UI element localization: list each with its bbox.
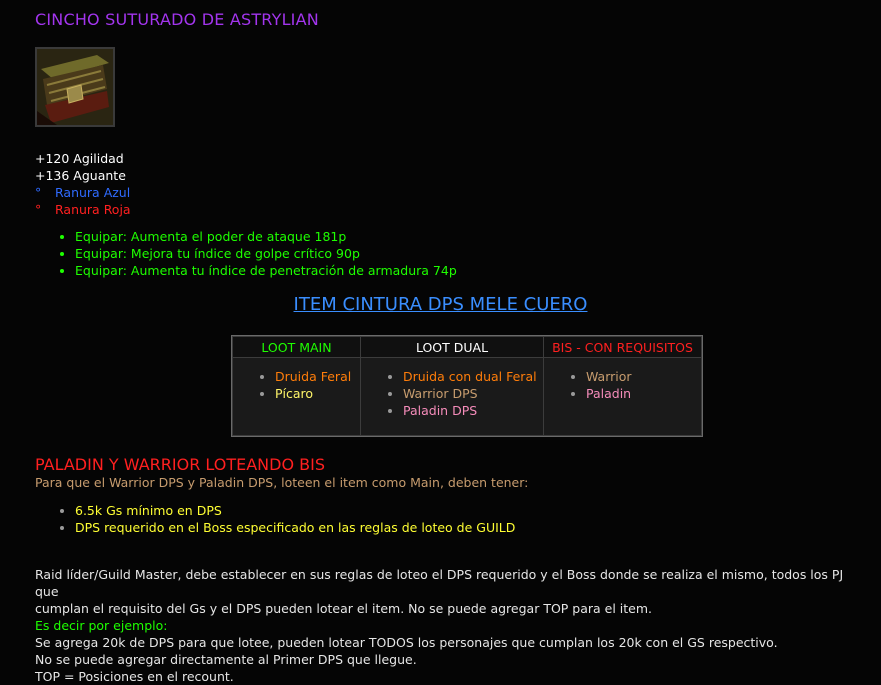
note-line: No se puede agregar directamente al Primer DPS que llegue. (35, 652, 417, 667)
loot-main-cell (233, 358, 360, 435)
header-loot-main: LOOT MAIN (233, 337, 360, 357)
list-item: • Warrior DPS (403, 385, 543, 402)
stat-stamina: +136 Aguante (35, 168, 126, 183)
equip-effect: • Equipar: Aumenta tu índice de penetración de armadura 74p (75, 262, 457, 279)
loot-table (231, 335, 703, 437)
socket-bullet-icon: ° (35, 185, 42, 200)
list-item: • Pícaro (275, 385, 360, 402)
requirements-list (57, 502, 515, 536)
requirement-item: • DPS requerido en el Boss especificado en las reglas de loteo de GUILD (75, 519, 515, 536)
loot-table-row (233, 358, 701, 435)
bis-heading: PALADIN Y WARRIOR LOTEANDO BIS (35, 455, 325, 474)
socket-red-label: Ranura Roja (55, 202, 131, 217)
item-title: CINCHO SUTURADO DE ASTRYLIAN (35, 10, 319, 29)
header-bis: BIS - CON REQUISITOS (544, 337, 701, 357)
equip-effect: • Equipar: Aumenta el poder de ataque 181p (75, 228, 457, 245)
item-stats (35, 150, 131, 218)
note-line: cumplan el requisito del Gs y el DPS pueden lotear el item. No se puede agregar TOP para el item. (35, 601, 653, 616)
bis-intro: Para que el Warrior DPS y Paladin DPS, loteen el item como Main, deben tener: (35, 475, 529, 490)
section-link[interactable]: ITEM CINTURA DPS MELE CUERO (293, 294, 588, 315)
list-item: • Paladin DPS (403, 402, 543, 419)
loot-table-header-row (233, 337, 701, 357)
bis-cell (544, 358, 701, 435)
note-line: Se agrega 20k de DPS para que lotee, pueden lotear TODOS los personajes que cumplan los 20k con el GS respectivo. (35, 635, 778, 650)
socket-blue (35, 184, 131, 201)
list-item: • Druida Feral (275, 368, 360, 385)
note-line: Raid líder/Guild Master, debe establecer en sus reglas de loteo el DPS requerido y el Boss donde se realiza el mismo, todos los PJ que (35, 567, 844, 599)
equip-effects-list (57, 228, 457, 279)
socket-red (35, 201, 131, 218)
socket-blue-label: Ranura Azul (55, 185, 131, 200)
header-loot-dual: LOOT DUAL (361, 337, 543, 357)
equip-effect: • Equipar: Mejora tu índice de golpe crítico 90p (75, 245, 457, 262)
loot-dual-cell (361, 358, 543, 435)
list-item: • Druida con dual Feral (403, 368, 543, 385)
stat-agility: +120 Agilidad (35, 151, 124, 166)
note-example-label: Es decir por ejemplo: (35, 618, 168, 633)
note-line: TOP = Posiciones en el recount. (35, 669, 234, 684)
list-item: • Paladin (586, 385, 701, 402)
list-item: • Warrior (586, 368, 701, 385)
rules-notes (35, 566, 865, 685)
belt-item-icon (35, 47, 115, 127)
requirement-item: • 6.5k Gs mínimo en DPS (75, 502, 515, 519)
socket-bullet-icon: ° (35, 202, 42, 217)
